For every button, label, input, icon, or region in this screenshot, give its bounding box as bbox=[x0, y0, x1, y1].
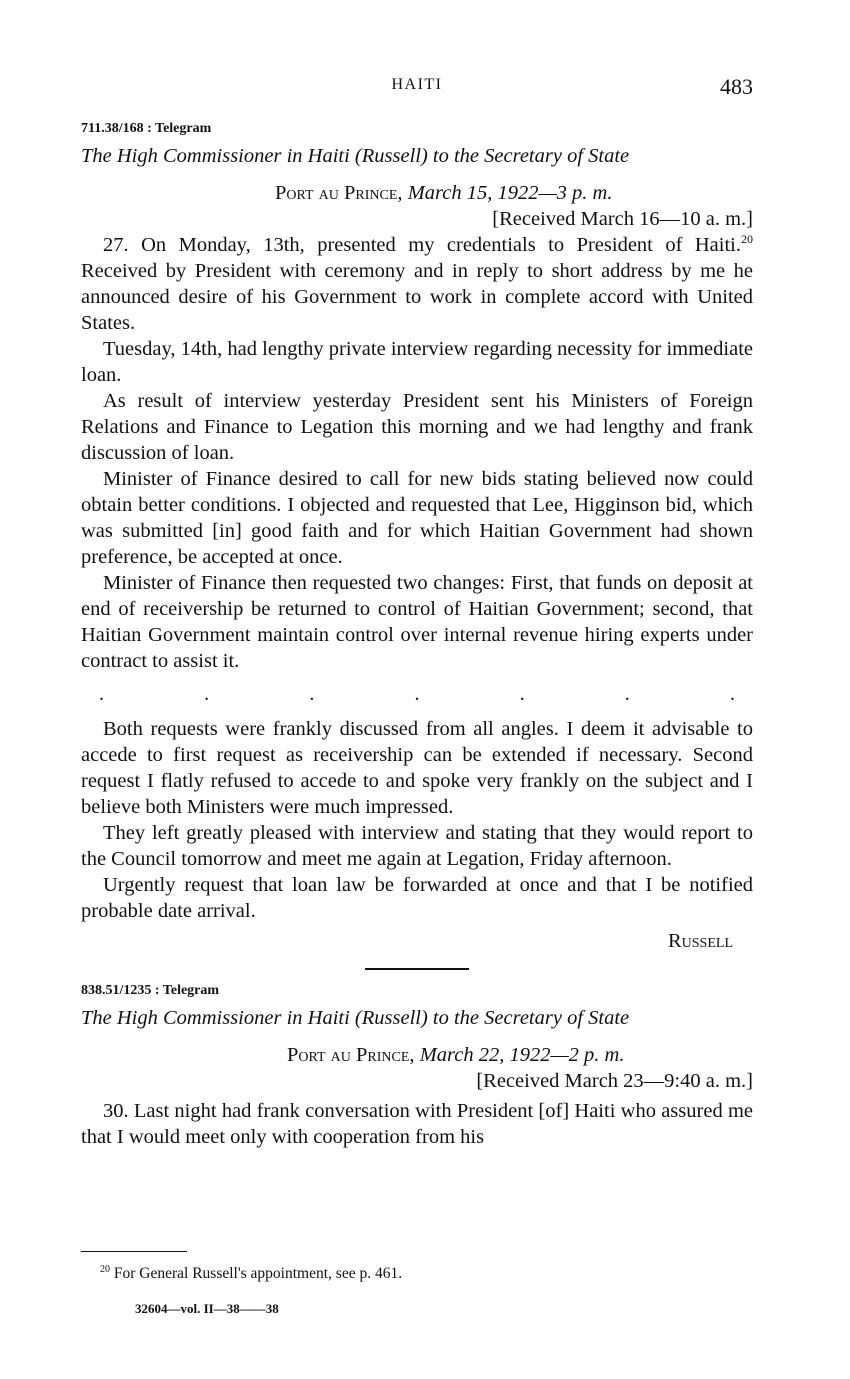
received-line: [Received March 16—10 a. m.] bbox=[492, 208, 753, 230]
ellipsis-dot: . bbox=[204, 683, 210, 705]
dateline-place: Port au Prince, bbox=[287, 1044, 415, 1066]
paragraph: Tuesday, 14th, had lengthy private interview regarding necessity for immediate loan. bbox=[81, 338, 753, 386]
footnote-text: For General Russell's appointment, see p. 461. bbox=[110, 1265, 403, 1282]
page-header bbox=[81, 74, 753, 104]
file-reference: 838.51/1235 : Telegram bbox=[81, 983, 220, 998]
omission-ellipsis bbox=[81, 674, 753, 716]
dateline-date: March 15, 1922—3 p. m. bbox=[407, 182, 613, 204]
paragraph: They left greatly pleased with interview and stating that they would report to the Council tomorrow and meet me again at Legation, Friday afternoon. bbox=[81, 822, 753, 870]
ellipsis-dot: . bbox=[519, 683, 525, 705]
ellipsis-dot: . bbox=[99, 683, 104, 705]
paragraph bbox=[81, 232, 753, 336]
page-number: 483 bbox=[720, 74, 753, 99]
main-content bbox=[81, 120, 753, 1150]
paragraph-text: 27. On Monday, 13th, presented my credentials to President of Haiti. bbox=[103, 234, 741, 256]
dateline-place: Port au Prince, bbox=[275, 182, 403, 204]
ellipsis-dot: . bbox=[624, 683, 630, 705]
paragraph-text: Received by President with ceremony and in reply to short address by me he announced desire of his Government to work in complete accord with United States. bbox=[81, 260, 753, 334]
running-head: HAITI bbox=[391, 76, 443, 93]
document-711-38-168 bbox=[81, 120, 753, 954]
ellipsis-dot: . bbox=[414, 683, 420, 705]
paragraph: As result of interview yesterday President sent his Ministers of Foreign Relations and Finance to Legation this morning and we had lengthy and frank discussion of loan. bbox=[81, 390, 753, 464]
footnote bbox=[100, 1264, 402, 1284]
file-reference: 711.38/168 : Telegram bbox=[81, 121, 212, 136]
paragraph: Minister of Finance desired to call for new bids stating believed now could obtain better conditions. I objected and requested that Lee, Higginson bid, which was submitted [in] good faith and for which Haitian Government had shown preference, be accepted at once. bbox=[81, 468, 753, 568]
dateline-date: March 22, 1922—2 p. m. bbox=[419, 1044, 625, 1066]
received-line: [Received March 23—9:40 a. m.] bbox=[476, 1070, 753, 1092]
document-title: The High Commissioner in Haiti (Russell) to the Secretary of State bbox=[81, 145, 630, 167]
document-title: The High Commissioner in Haiti (Russell) to the Secretary of State bbox=[81, 1007, 630, 1029]
paragraph: 30. Last night had frank conversation with President [of] Haiti who assured me that I would meet only with cooperation from his bbox=[81, 1100, 753, 1148]
footnote-number: 20 bbox=[100, 1263, 110, 1275]
ellipsis-dot: . bbox=[309, 683, 315, 705]
dateline bbox=[81, 180, 753, 206]
dateline bbox=[81, 1042, 753, 1068]
ellipsis-dot: . bbox=[729, 683, 735, 705]
section-divider bbox=[365, 968, 469, 970]
footnote-divider bbox=[81, 1251, 187, 1252]
paragraph: Urgently request that loan law be forwarded at once and that I be notified probable date arrival. bbox=[81, 874, 753, 922]
document-838-51-1235 bbox=[81, 982, 753, 1150]
signature: Russell bbox=[667, 930, 733, 952]
footnote-marker: 20 bbox=[741, 232, 753, 247]
paragraph: Both requests were frankly discussed from all angles. I deem it advisable to accede to first request as receivership can be extended if necessary. Second request I flatly refused to accede to and spoke very frankly on the subject and I believe both Ministers were much impressed. bbox=[81, 718, 753, 818]
printer-imprint: 32604—vol. II—38——38 bbox=[135, 1301, 279, 1316]
paragraph: Minister of Finance then requested two changes: First, that funds on deposit at end of receivership be returned to control of Haitian Government; second, that Haitian Government maintain control over internal revenue hiring experts under contract to assist it. bbox=[81, 572, 753, 672]
